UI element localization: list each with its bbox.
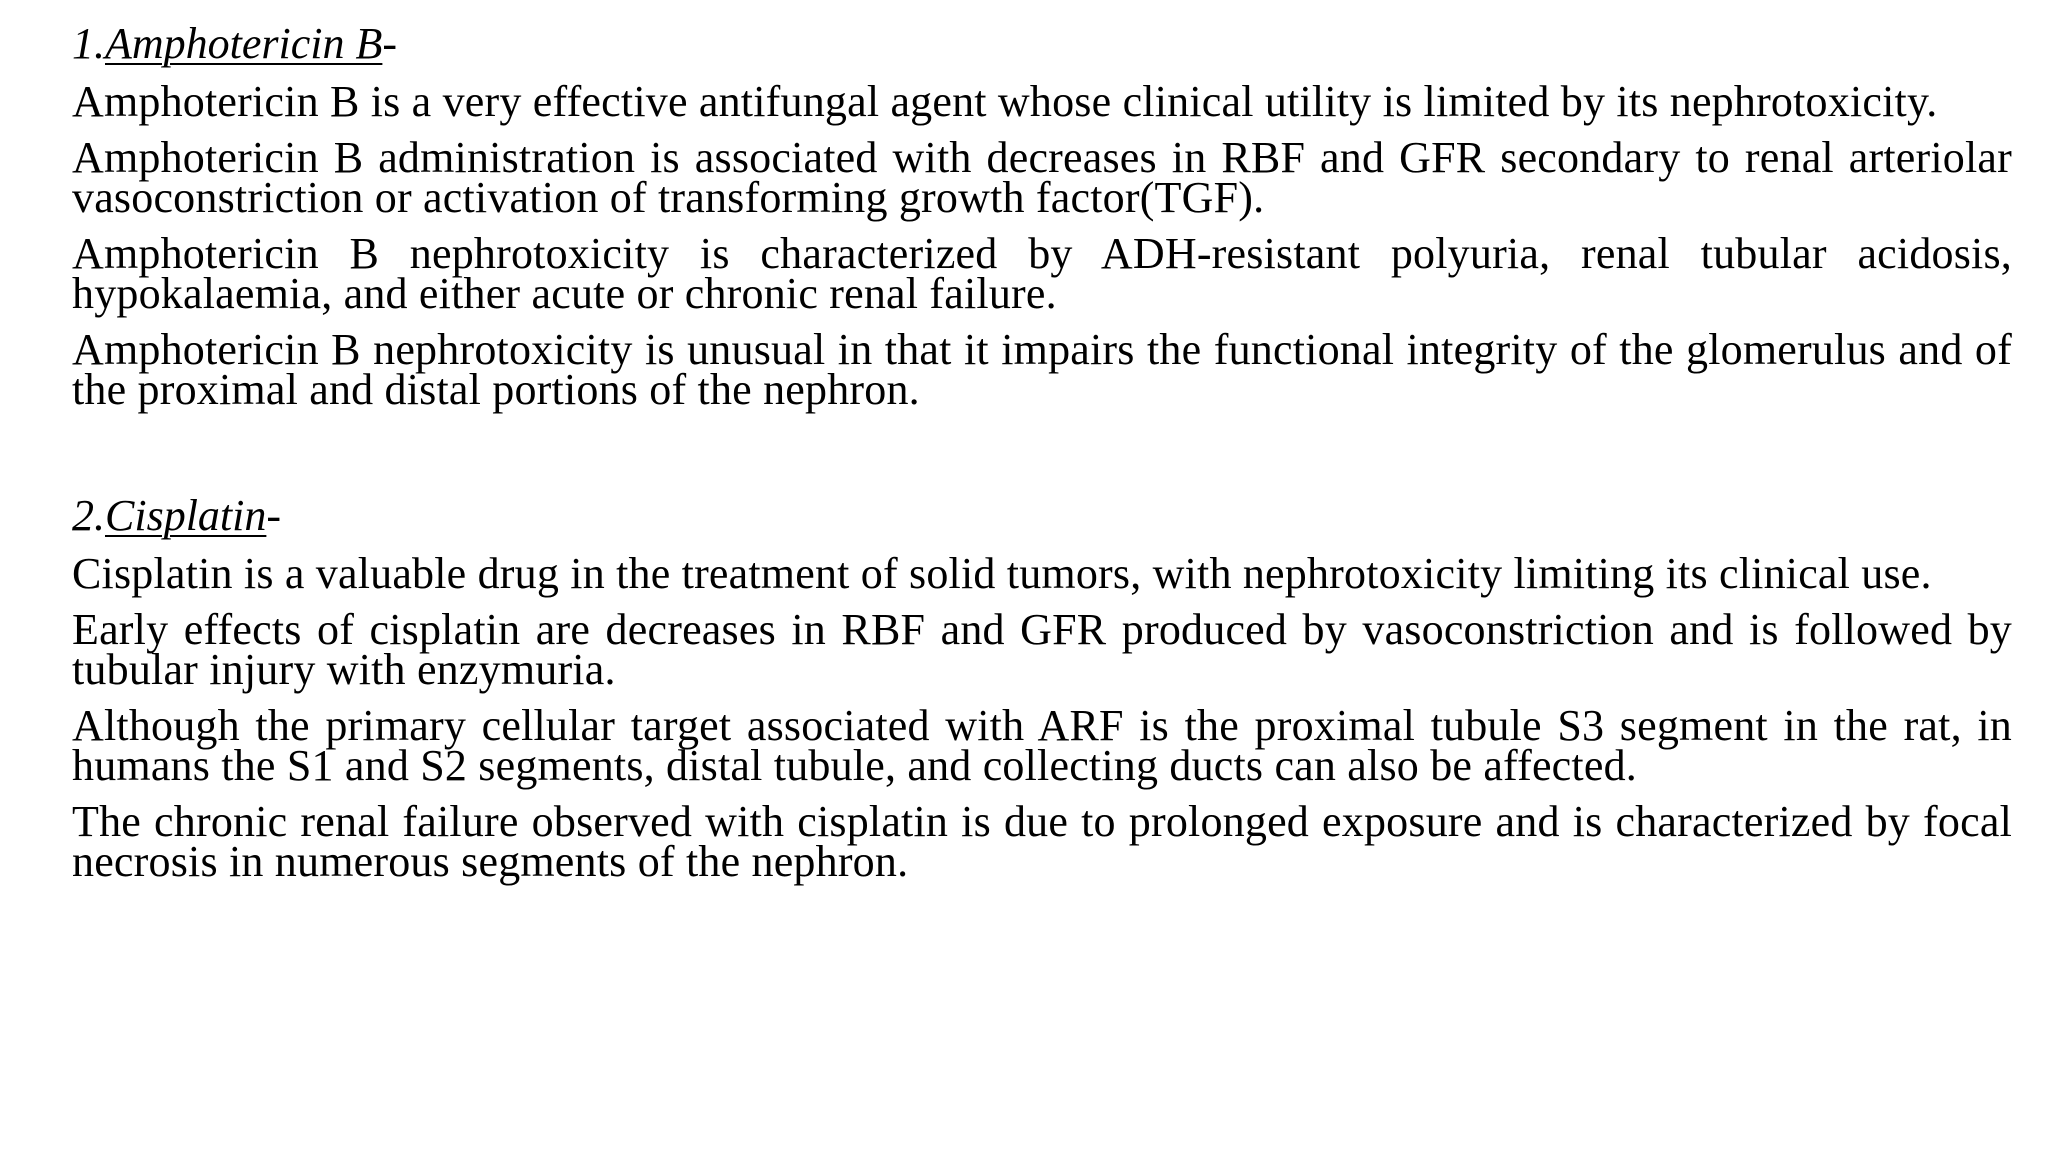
section-cisplatin	[72, 486, 2012, 886]
paragraph: Amphotericin B nephrotoxicity is characterized by ADH-resistant polyuria, renal tubular acidosis, hypokalaemia, and either acute or chronic renal failure.	[72, 229, 2012, 318]
section-heading	[72, 14, 2012, 74]
section-number: 2.	[72, 491, 105, 540]
paragraph: Amphotericin B administration is associated with decreases in RBF and GFR secondary to renal arteriolar vasoconstriction or activation of transforming growth factor(TGF).	[72, 133, 2012, 222]
section-suffix: -	[382, 19, 398, 68]
paragraph: Early effects of cisplatin are decreases in RBF and GFR produced by vasoconstriction and is followed by tubular injury with enzymuria.	[72, 605, 2012, 694]
section-amphotericin-b	[72, 14, 2012, 414]
section-heading	[72, 486, 2012, 546]
section-number: 1.	[72, 19, 105, 68]
section-title: Amphotericin B	[105, 19, 383, 68]
section-suffix: -	[266, 491, 282, 540]
paragraph: Cisplatin is a valuable drug in the treatment of solid tumors, with nephrotoxicity limiting its clinical use.	[72, 549, 1932, 598]
document-page	[72, 14, 2012, 898]
paragraph: Although the primary cellular target associated with ARF is the proximal tubule S3 segment in the rat, in humans the S1 and S2 segments, distal tubule, and collecting ducts can also be affected.	[72, 701, 2012, 790]
paragraph: The chronic renal failure observed with cisplatin is due to prolonged exposure and is characterized by focal necrosis in numerous segments of the nephron.	[72, 797, 2012, 886]
section-title: Cisplatin	[105, 491, 267, 540]
paragraph: Amphotericin B is a very effective antifungal agent whose clinical utility is limited by its nephrotoxicity.	[72, 77, 1938, 126]
paragraph: Amphotericin B nephrotoxicity is unusual in that it impairs the functional integrity of the glomerulus and of the proximal and distal portions of the nephron.	[72, 325, 2012, 414]
